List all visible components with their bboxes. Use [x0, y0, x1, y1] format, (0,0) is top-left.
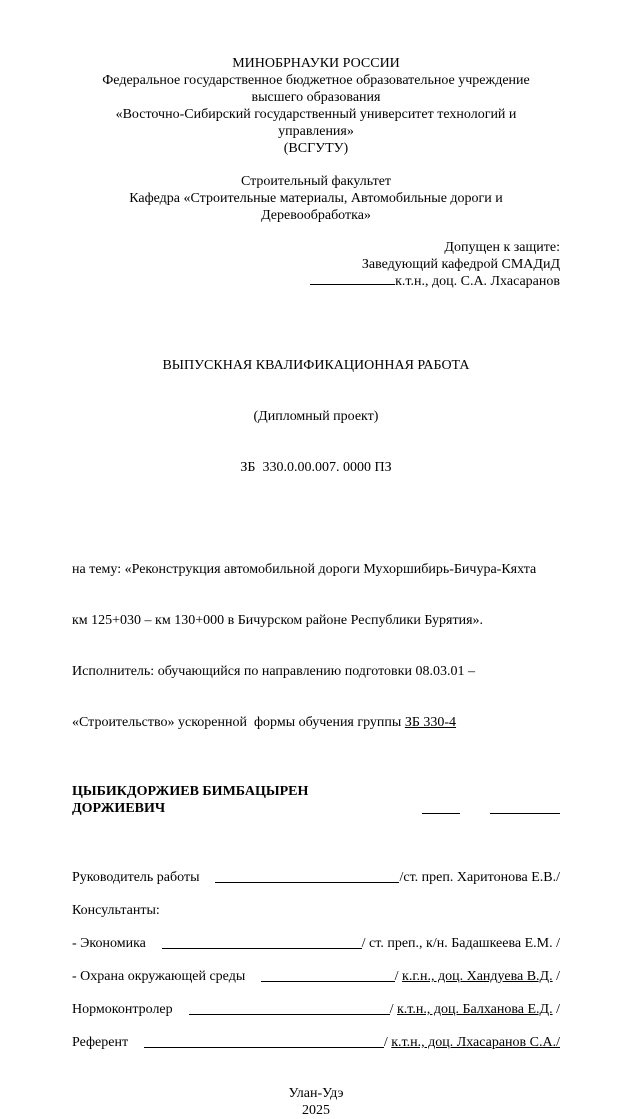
referent-row [72, 1034, 560, 1051]
normcontrol-credit [390, 1001, 560, 1018]
environment-credit [395, 968, 560, 985]
approval-admitted: Допущен к защите: [444, 240, 560, 255]
consultants-label: Консультанты: [72, 903, 160, 918]
work-type: ВЫПУСКНАЯ КВАЛИФИКАЦИОННАЯ РАБОТА [162, 358, 470, 373]
theme-line-4 [72, 714, 560, 731]
environment-credit-name: к.г.н., доц. Хандуева В.Д. [402, 969, 553, 984]
normcontrol-credit-name: к.т.н., доц. Балханова Е.Д. [397, 1002, 553, 1017]
theme-line-3: Исполнитель: обучающийся по направлению подготовки 08.03.01 – [72, 664, 475, 679]
referent-credit-prefix: / [383, 1035, 392, 1050]
supervisor-row [72, 869, 560, 886]
supervisor-blank-line [215, 882, 399, 883]
normcontrol-credit-suffix: / [552, 1002, 560, 1017]
approval-block [72, 239, 560, 290]
normcontrol-credit-prefix: / [389, 1002, 397, 1017]
approval-signature-line [72, 273, 560, 290]
footer-year: 2025 [302, 1103, 330, 1118]
environment-credit-prefix: / [394, 969, 403, 984]
department-line-1: Кафедра «Строительные материалы, Автомобильные дороги и [129, 191, 503, 206]
supervisor-label: Руководитель работы [72, 870, 200, 885]
org-line-2: высшего образования [251, 90, 381, 105]
author-row [72, 783, 560, 817]
economics-row [72, 935, 560, 952]
referent-credit-name: к.т.н., доц. Лхасаранов С.А./ [391, 1035, 560, 1050]
author-blank-line-long [490, 813, 560, 814]
normcontrol-blank-line [189, 1014, 390, 1015]
faculty-line: Строительный факультет [240, 174, 392, 189]
environment-credit-suffix: / [552, 969, 560, 984]
theme-line-2: км 125+030 – км 130+000 в Бичурском районе Республики Бурятия». [72, 613, 484, 628]
work-subtype: (Дипломный проект) [253, 409, 379, 424]
environment-row [72, 968, 560, 985]
author-blank-line-short [422, 813, 460, 814]
referent-credit [384, 1034, 560, 1051]
environment-label: - Охрана окружающей среды [72, 969, 246, 984]
header-block [72, 55, 560, 157]
footer-city: Улан-Удэ [288, 1086, 344, 1101]
work-code: ЗБ 330.0.00.007. 0000 ПЗ [240, 460, 392, 475]
department-line-2: Деревообработка» [261, 208, 371, 223]
theme-block [72, 527, 560, 765]
normcontrol-row [72, 1001, 560, 1018]
economics-label: - Экономика [72, 936, 146, 951]
theme-line-1: на тему: «Реконструкция автомобильной дороги Мухоршибирь-Бичура-Кяхта [72, 562, 537, 577]
economics-blank-line [162, 948, 362, 949]
normcontrol-label: Нормоконтролер [72, 1002, 173, 1017]
ministry-line: МИНОБРНАУКИ РОССИИ [232, 56, 400, 71]
university-abbr: (ВСГУТУ) [283, 141, 349, 156]
supervisor-credit: /ст. преп. Харитонова Е.В./ [399, 870, 560, 885]
faculty-block [72, 173, 560, 224]
economics-credit: / ст. преп., к/н. Бадашкеева Е.М. / [361, 936, 560, 951]
referent-label: Референт [72, 1035, 129, 1050]
theme-line-4-prefix: «Строительство» ускоренной формы обучения группы [72, 715, 405, 730]
footer-block [72, 1085, 560, 1119]
work-title-block [72, 323, 560, 510]
university-line-1: «Восточно-Сибирский государственный университет технологий и [115, 107, 517, 122]
author-name: ЦЫБИКДОРЖИЕВ БИМБАЦЫРЕН ДОРЖИЕВИЧ [72, 784, 309, 816]
group-number: ЗБ 330-4 [404, 715, 457, 730]
university-line-2: управления» [278, 124, 354, 139]
approval-head-title: Заведующий кафедрой СМАДиД [361, 257, 560, 272]
environment-blank-line [261, 981, 394, 982]
referent-blank-line [144, 1047, 384, 1048]
approval-blank-line [310, 284, 395, 285]
approval-head-name: к.т.н., доц. С.А. Лхасаранов [395, 274, 560, 289]
org-line-1: Федеральное государственное бюджетное образовательное учреждение [102, 73, 530, 88]
